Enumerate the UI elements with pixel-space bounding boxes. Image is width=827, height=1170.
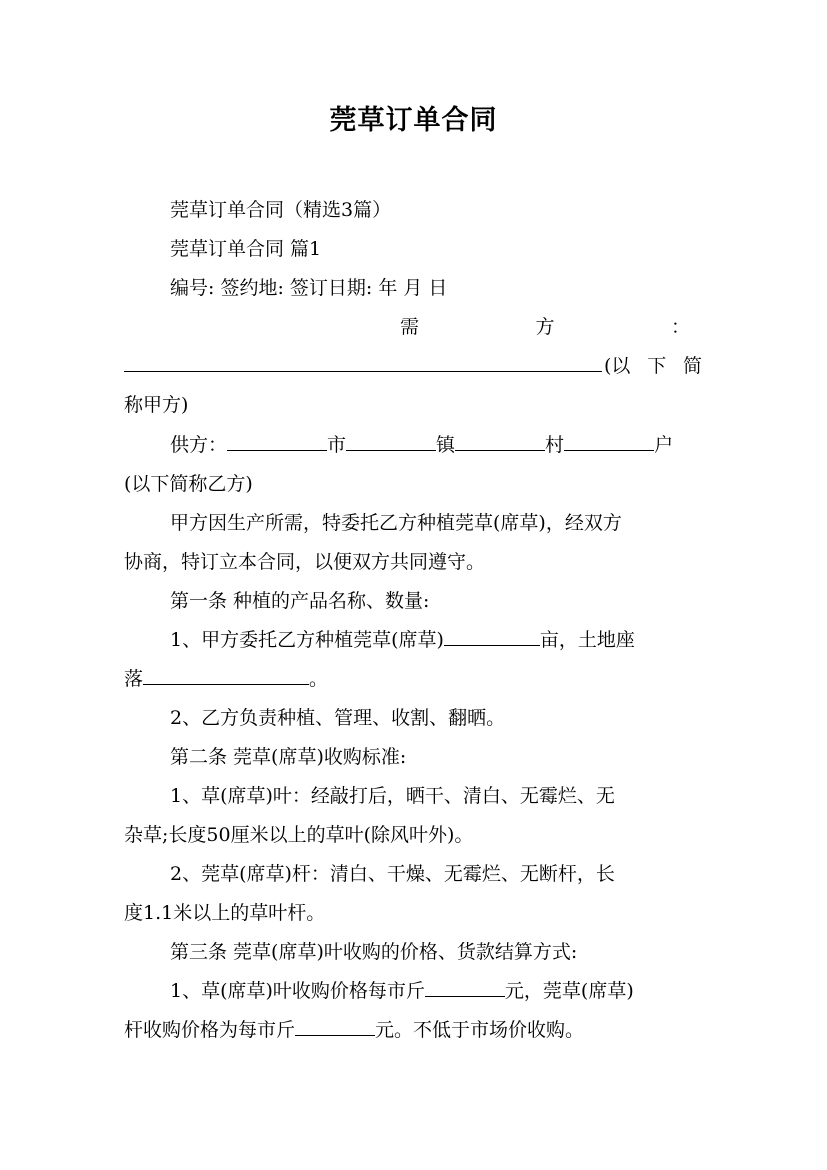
supplier-label: 供方： — [170, 434, 228, 456]
acreage-blank[interactable] — [444, 626, 540, 646]
article-2-item-2-line-1: 2、莞草(席草)杆：清白、干燥、无霉烂、无断杆，长 — [170, 863, 615, 885]
article-2-item-1-line-1: 1、草(席草)叶：经敲打后，晒干、清白、无霉烂、无 — [170, 785, 615, 807]
art3-item1-suffix: 元，莞草(席草) — [504, 980, 634, 1002]
article-1-item-2: 2、乙方负责种植、管理、收割、翻晒。 — [170, 707, 506, 729]
intro-line-1: 甲方因生产所需，特委托乙方种植莞草(席草)，经双方 — [170, 512, 622, 534]
intro-line-2: 协商，特订立本合同，以便双方共同遵守。 — [124, 551, 486, 573]
supplier-town: 镇 — [436, 434, 456, 456]
article-2-item-1-line-2: 杂草;长度50厘米以上的草叶(除风叶外)。 — [124, 824, 474, 846]
buyer-char-1: 需 — [400, 316, 420, 338]
buyer-suffix — [604, 352, 702, 380]
article-2-item-2-line-2: 度1.1米以上的草叶杆。 — [124, 902, 326, 924]
buyer-suffix-3: 简 — [682, 355, 702, 377]
stalk-price-blank[interactable] — [295, 1016, 375, 1036]
supplier-household-blank[interactable] — [564, 431, 654, 451]
buyer-suffix-1: (以 — [604, 355, 631, 377]
meta-line: 编号: 签约地: 签订日期: 年 月 日 — [170, 277, 448, 299]
art3-item1-cont-prefix: 杆收购价格为每市斤 — [124, 1019, 296, 1041]
supplier-village-blank[interactable] — [455, 431, 545, 451]
article-3-heading: 第三条 莞草(席草)叶收购的价格、货款结算方式: — [170, 941, 578, 963]
part-heading: 莞草订单合同 篇1 — [170, 238, 322, 260]
supplier-tail: (以下简称乙方) — [124, 473, 253, 495]
subtitle-line: 莞草订单合同（精选3篇） — [170, 199, 392, 221]
article-1-heading: 第一条 种植的产品名称、数量: — [170, 590, 430, 612]
supplier-city: 市 — [327, 434, 347, 456]
art1-item1-cont-prefix: 落 — [124, 668, 144, 690]
buyer-tail: 称甲方) — [124, 394, 189, 416]
article-3-item-1 — [170, 977, 634, 1005]
article-1-item-1 — [170, 626, 635, 654]
buyer-suffix-2: 下 — [647, 355, 667, 377]
article-2-heading: 第二条 莞草(席草)收购标准: — [170, 746, 407, 768]
location-blank[interactable] — [143, 665, 309, 685]
supplier-line — [170, 431, 673, 459]
supplier-household: 户 — [654, 434, 674, 456]
leaf-price-blank[interactable] — [425, 977, 505, 997]
buyer-blank-line — [124, 352, 702, 380]
art1-item1-suffix: 亩，土地座 — [539, 629, 635, 651]
buyer-name-blank[interactable] — [124, 352, 602, 372]
buyer-colon: ： — [670, 316, 690, 338]
document-title: 莞草订单合同 — [329, 105, 498, 136]
art3-item1-prefix: 1、草(席草)叶收购价格每市斤 — [170, 980, 425, 1002]
art1-item1-prefix: 1、甲方委托乙方种植莞草(席草) — [170, 629, 444, 651]
art1-item1-cont-suffix: 。 — [309, 668, 329, 690]
buyer-char-2: 方 — [535, 316, 555, 338]
supplier-city-blank[interactable] — [227, 431, 327, 451]
art3-item1-cont-suffix: 元。不低于市场价收购。 — [375, 1019, 585, 1041]
supplier-town-blank[interactable] — [346, 431, 436, 451]
buyer-line — [400, 313, 690, 341]
supplier-village: 村 — [545, 434, 565, 456]
article-3-item-1-cont — [124, 1016, 584, 1044]
article-1-item-1-cont — [124, 665, 328, 693]
